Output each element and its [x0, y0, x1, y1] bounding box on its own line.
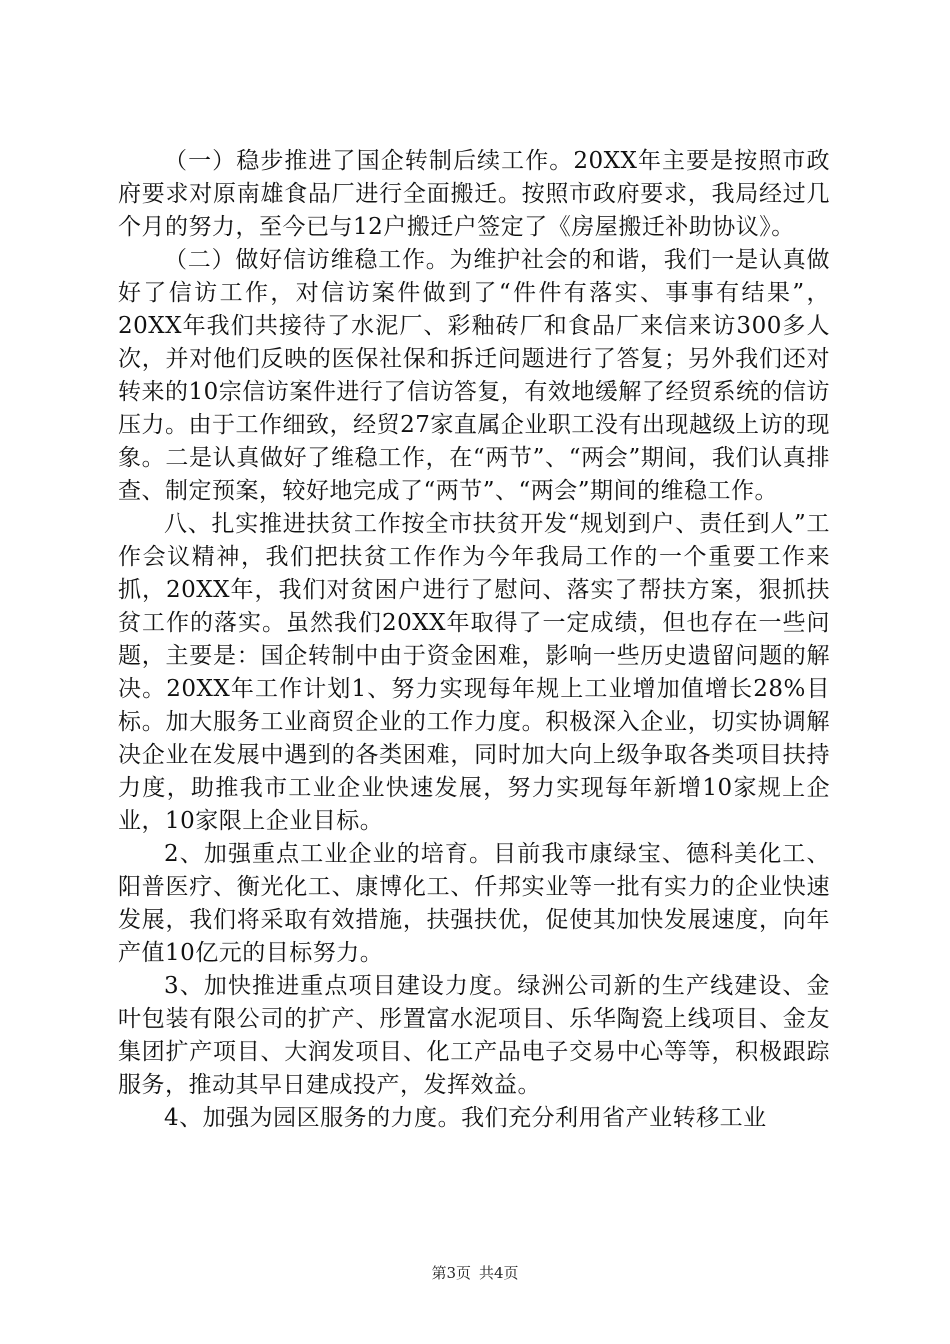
paragraph-poverty-alleviation: 八、扎实推进扶贫工作按全市扶贫开发“规划到户、责任到人”工作会议精神，我们把扶贫工作作为今年我局工作的一个重要工作来抓，20XX年，我们对贫困户进行了慰问、落实了帮扶方案，狠抓扶贫工作的落实。虽然我们20XX年取得了一定成绩，但也存在一些问题，主要是：国企转制中由于资金困难，影响一些历史遗留问题的解决。20XX年工作计划1、努力实现每年规上工业增加值增长28%目标。加大服务工业商贸企业的工作力度。积极深入企业，切实协调解决企业在发展中遇到的各类困难，同时加大向上级争取各类项目扶持力度，助推我市工业企业快速发展，努力实现每年新增10家规上企业，10家限上企业目标。	[118, 511, 830, 834]
paragraph-soe-restructuring: （一）稳步推进了国企转制后续工作。20XX年主要是按照市政府要求对原南雄食品厂进行全面搬迁。按照市政府要求，我局经过几个月的努力，至今已与12户搬迁户签定了《房屋搬迁补助协议》。	[118, 148, 830, 240]
page-number: 第3页	[431, 1264, 471, 1282]
page-total: 共4页	[479, 1264, 519, 1282]
paragraph-key-enterprises: 2、加强重点工业企业的培育。目前我市康绿宝、德科美化工、阳普医疗、衡光化工、康博化工、仟邦实业等一批有实力的企业快速发展，我们将采取有效措施，扶强扶优，促使其加快发展速度，向年产值10亿元的目标努力。	[118, 841, 830, 966]
document-body	[118, 145, 830, 1135]
paragraph-key-projects: 3、加快推进重点项目建设力度。绿洲公司新的生产线建设、金叶包装有限公司的扩产、彤置富水泥项目、乐华陶瓷上线项目、金友集团扩产项目、大润发项目、化工产品电子交易中心等等，积极跟踪服务，推动其早日建成投产，发挥效益。	[118, 973, 830, 1098]
paragraph-park-services: 4、加强为园区服务的力度。我们充分利用省产业转移工业	[164, 1105, 767, 1131]
paragraph-petition-stability: （二）做好信访维稳工作。为维护社会的和谐，我们一是认真做好了信访工作，对信访案件做到了“件件有落实、事事有结果”，20XX年我们共接待了水泥厂、彩釉砖厂和食品厂来信来访300多人次，并对他们反映的医保社保和拆迁问题进行了答复；另外我们还对转来的10宗信访案件进行了信访答复，有效地缓解了经贸系统的信访压力。由于工作细致，经贸27家直属企业职工没有出现越级上访的现象。二是认真做好了维稳工作，在“两节”、“两会”期间，我们认真排查、制定预案，较好地完成了“两节”、“两会”期间的维稳工作。	[118, 247, 830, 504]
page-footer	[0, 1262, 950, 1283]
